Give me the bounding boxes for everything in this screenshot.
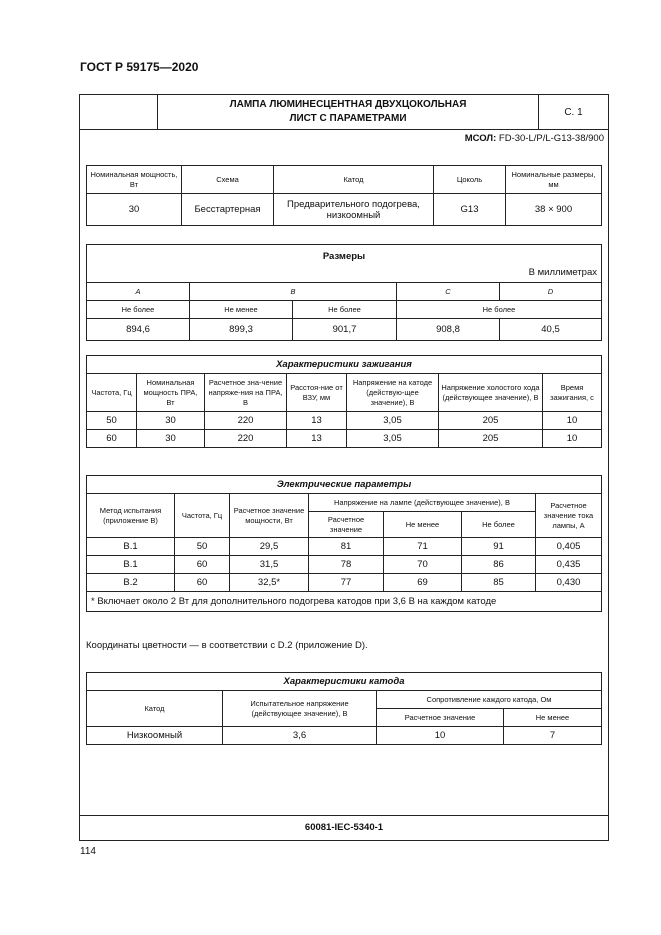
dim-letter: C (397, 283, 500, 301)
ignition-header: Частота, Гц (87, 374, 137, 412)
table-row: B.1 60 31,5 78 70 86 0,435 (87, 556, 602, 574)
cathode-table (86, 672, 602, 745)
dim-value: 901,7 (293, 319, 397, 341)
table-row: Низкоомный 3,6 10 7 (87, 727, 602, 745)
table-row: B.1 50 29,5 81 71 91 0,405 (87, 538, 602, 556)
dim-limit: Не более (293, 301, 397, 319)
general-cell: 38 × 900 (506, 194, 602, 226)
electrical-header: Частота, Гц (175, 494, 230, 538)
electrical-header: Напряжение на лампе (действующее значение), В (309, 494, 536, 512)
dim-value: 899,3 (190, 319, 293, 341)
lamp-code: МСОЛ: FD-30-L/P/L-G13-38/900 (464, 133, 604, 144)
electrical-footnote: * Включает около 2 Вт для дополнительного подогрева катодов при 3,6 В на каждом катоде (87, 592, 602, 612)
dim-letter: B (190, 283, 397, 301)
ignition-title: Характеристики зажигания (87, 356, 602, 374)
dimensions-unit: В миллиметрах (528, 267, 597, 278)
dim-letter: A (87, 283, 190, 301)
general-header: Номинальные размеры, мм (506, 166, 602, 194)
electrical-table (86, 475, 602, 612)
parameter-sheet (79, 94, 609, 841)
cathode-subheader: Не менее (504, 709, 602, 727)
general-header: Номинальная мощность, Вт (87, 166, 182, 194)
dim-value: 40,5 (500, 319, 602, 341)
ignition-header: Номинальная мощность ПРА, Вт (137, 374, 205, 412)
page-number: 114 (80, 846, 96, 857)
electrical-title: Электрические параметры (87, 476, 602, 494)
dimensions-title: Размеры (322, 251, 366, 262)
table-row: B.2 60 32,5* 77 69 85 0,430 (87, 574, 602, 592)
cathode-header: Испытательное напряжение (действующее значение), В (223, 691, 377, 727)
dim-value: 894,6 (87, 319, 190, 341)
cathode-header: Сопротивление каждого катода, Ом (377, 691, 602, 709)
general-cell: 30 (87, 194, 182, 226)
sheet-page-label: С. 1 (539, 95, 609, 130)
header-blank-cell (80, 95, 158, 130)
dim-limit: Не более (397, 301, 602, 319)
general-header: Катод (274, 166, 434, 194)
cathode-subheader: Расчетное значение (377, 709, 504, 727)
general-cell: Предварительного подогрева, низкоомный (274, 194, 434, 226)
ignition-header: Расстоя-ние от ВЗУ, мм (287, 374, 347, 412)
electrical-header: Расчетное значение мощности, Вт (230, 494, 309, 538)
electrical-header: Расчетное значение тока лампы, А (536, 494, 602, 538)
ignition-table (86, 355, 602, 448)
footer-code: 60081-IEC-5340-1 (80, 815, 608, 840)
dimensions-table (86, 244, 602, 341)
sheet-header (79, 94, 609, 130)
dim-limit: Не менее (190, 301, 293, 319)
general-cell: Бесстартерная (182, 194, 274, 226)
dim-limit: Не более (87, 301, 190, 319)
electrical-header: Метод испытания (приложение B) (87, 494, 175, 538)
chromaticity-note: Координаты цветности — в соответствии с D.2 (приложение D). (86, 640, 368, 651)
sheet-title: ЛАМПА ЛЮМИНЕСЦЕНТНАЯ ДВУХЦОКОЛЬНАЯ ЛИСТ С ПАРАМЕТРАМИ (158, 95, 539, 130)
ignition-header: Напряжение на катоде (действую-щее значение), В (347, 374, 439, 412)
electrical-subheader: Расчетное значение (309, 512, 384, 538)
ignition-header: Расчетное зна-чение напряже-ния на ПРА, В (205, 374, 287, 412)
cathode-title: Характеристики катода (87, 673, 602, 691)
standard-number: ГОСТ Р 59175—2020 (80, 60, 199, 74)
general-header: Схема (182, 166, 274, 194)
ignition-header: Напряжение холостого хода (действующее значение), В (439, 374, 543, 412)
electrical-subheader: Не более (462, 512, 536, 538)
table-row: 50 30 220 13 3,05 205 10 (87, 412, 602, 430)
dim-value: 908,8 (397, 319, 500, 341)
dim-letter: D (500, 283, 602, 301)
cathode-header: Катод (87, 691, 223, 727)
general-header: Цоколь (434, 166, 506, 194)
general-table (86, 165, 602, 226)
electrical-subheader: Не менее (384, 512, 462, 538)
general-cell: G13 (434, 194, 506, 226)
table-row: 60 30 220 13 3,05 205 10 (87, 430, 602, 448)
dimensions-title-cell (87, 245, 602, 283)
ignition-header: Время зажигания, с (543, 374, 602, 412)
